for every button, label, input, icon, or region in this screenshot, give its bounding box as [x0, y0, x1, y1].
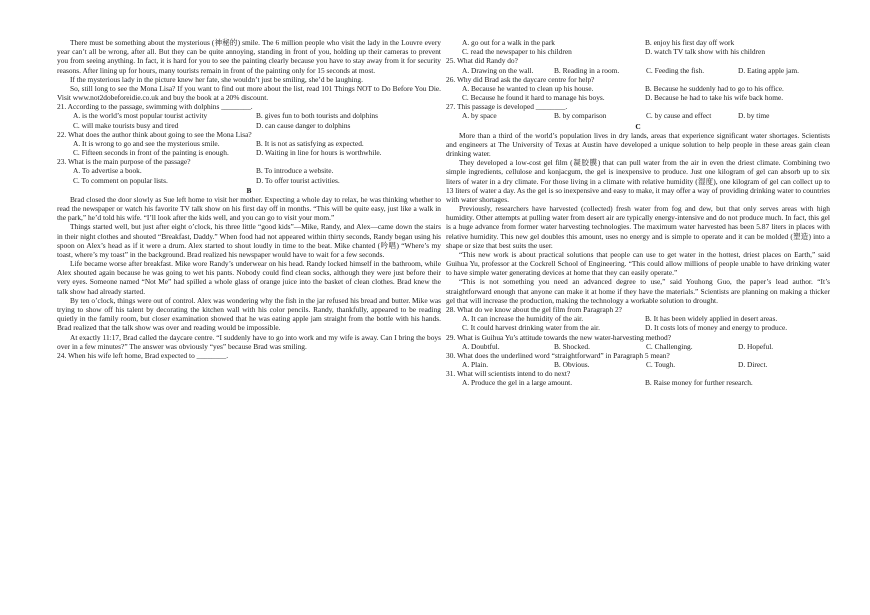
option-25a[interactable]: A. Drawing on the wall. — [462, 65, 534, 75]
question-27: 27. This passage is developed ________. — [446, 102, 568, 112]
option-28b[interactable]: B. It has been widely applied in desert areas. — [645, 314, 778, 324]
option-25d[interactable]: D. Eating apple jam. — [738, 65, 799, 75]
passage-a-p1: There must be something about the mysterious (神秘的) smile. The 6 million people who visit the lady in the Louvre every year can’t all be wrong, after all. But they can be quite annoying, standing in front of you, holding up their cameras to prevent you from seeing anything. In fact, it is hard for you to see the painting clearly because you have to stay away from it for security reasons. After lining up for hours, many tourists remain in front of the painting only for 15 seconds at most. — [57, 38, 441, 75]
question-28: 28. What do we know about the gel film from Paragraph 2? — [446, 304, 622, 314]
question-24: 24. When his wife left home, Brad expected to ________. — [57, 350, 229, 360]
option-28c[interactable]: C. It could harvest drinking water from the air. — [462, 323, 600, 333]
option-31a[interactable]: A. Produce the gel in a large amount. — [462, 378, 573, 388]
passage-c-p1: More than a third of the world’s population lives in dry lands, areas that experience significant water shortages. Scientists and engineers at The University of Texas at Austin have developed a unique solution to help people in these areas gain clean drinking water. — [446, 130, 830, 159]
option-21c[interactable]: C. will make tourists busy and tired — [73, 120, 179, 130]
option-22b[interactable]: B. It is not as satisfying as expected. — [256, 138, 364, 148]
option-27b[interactable]: B. by comparison — [554, 111, 607, 121]
passage-a-p2: If the mysterious lady in the picture knew her fate, she wouldn’t just be smiling, she’d be laughing. — [70, 74, 363, 84]
option-22a[interactable]: A. It is wrong to go and see the mysterious smile. — [73, 138, 220, 148]
option-27c[interactable]: C. by cause and effect — [646, 111, 712, 121]
question-26: 26. Why did Brad ask the daycare centre for help? — [446, 74, 595, 84]
question-24-options — [446, 38, 830, 56]
question-23-options — [57, 166, 441, 184]
option-23c[interactable]: C. To comment on popular lists. — [73, 175, 168, 185]
option-30a[interactable]: A. Plain. — [462, 360, 489, 370]
option-21d[interactable]: D. can cause danger to dolphins — [256, 120, 351, 130]
option-27d[interactable]: D. by time — [738, 111, 770, 121]
passage-c-p2: They developed a low-cost gel film (凝胶膜) that can pull water from the air in even the driest climate. Combining two simple ingredients, cellulose and konjacgum, the gel is inexpensive to produce. Just one kilogram of gel can absorb up to six liters of water in a dry climate. For those living in a climate with relative humidity (湿度), one kilogram of gel can collect up to 13 liters of water a day. As the gel is so inexpensive and easy to make, it may offer a way of providing drinking water to countries with water shortages. — [446, 158, 831, 204]
option-21a[interactable]: A. is the world’s most popular tourist activity — [73, 111, 208, 121]
option-23a[interactable]: A. To advertise a book. — [73, 166, 142, 176]
passage-c-p4: “This new work is about practical solutions that people can use to get water in the hottest, driest places on Earth,” said Guihua Yu, professor at the Cockrell School of Engineering. “This could allow millions of people unable to have drinking water to have simple water generating devices at home that they can easily operate.” — [446, 249, 830, 278]
question-30: 30. What does the underlined word “straightforward” in Paragraph 5 mean? — [446, 350, 670, 360]
question-27-options — [446, 111, 830, 120]
option-22c[interactable]: C. Fifteen seconds in front of the painting is enough. — [73, 148, 229, 158]
option-29a[interactable]: A. Doubtful. — [462, 341, 500, 351]
option-25c[interactable]: C. Feeding the fish. — [646, 65, 705, 75]
option-25b[interactable]: B. Reading in a room. — [554, 65, 620, 75]
passage-b-p1: Brad closed the door slowly as Sue left home to visit her mother. Expecting a whole day to relax, he was thinking whether to read the newspaper or watch his favorite TV talk show on his first day off in months. “This will be quite easy, just like a walk in the park,” he’d told his wife. “I’ll look after the kids well, and you can go to visit your mom.” — [57, 194, 441, 223]
passage-b-p2: Things started well, but just after eight o’clock, his three little “good kids”—Mike, Randy, and Alex—came down the stairs in their night clothes and shouted “Breakfast, Daddy.” When food had not appeared within thirty seconds, Randy began using his spoon on Alex’s head as if it were a drum. Alex started to shout loudly in time to the beat. Mike chanted (吟唱) “Where’s my toast, where’s my toast” in the background. Brad realized his newspaper would have to wait for a few seconds. — [57, 222, 441, 259]
option-30b[interactable]: B. Obvious. — [554, 360, 590, 370]
option-26a[interactable]: A. Because he wanted to clean up his house. — [462, 83, 594, 93]
question-29-options — [446, 342, 830, 351]
section-b-title: B — [246, 185, 252, 195]
option-29c[interactable]: C. Challenging. — [646, 341, 693, 351]
option-24b[interactable]: B. enjoy his first day off work — [645, 38, 735, 47]
section-c-title: C — [635, 121, 641, 131]
option-28d[interactable]: D. It costs lots of money and energy to produce. — [645, 323, 788, 333]
question-29: 29. What is Guihua Yu’s attitude towards the new water-harvesting method? — [446, 332, 672, 342]
question-26-options — [446, 84, 830, 102]
question-31-options — [446, 378, 830, 387]
option-30c[interactable]: C. Tough. — [646, 360, 676, 370]
option-31b[interactable]: B. Raise money for further research. — [645, 378, 753, 388]
option-30d[interactable]: D. Direct. — [738, 360, 768, 370]
question-25: 25. What did Randy do? — [446, 56, 518, 66]
option-23d[interactable]: D. To offer tourist activities. — [256, 175, 340, 185]
option-29b[interactable]: B. Shocked. — [554, 341, 590, 351]
question-30-options — [446, 360, 830, 369]
question-22: 22. What does the author think about going to see the Mona Lisa? — [57, 129, 252, 139]
option-22d[interactable]: D. Waiting in line for hours is worthwhile. — [256, 148, 382, 158]
option-28a[interactable]: A. It can increase the humidity of the air. — [462, 314, 584, 324]
option-29d[interactable]: D. Hopeful. — [738, 341, 774, 351]
question-25-options — [446, 66, 830, 75]
left-column — [57, 38, 441, 360]
option-24d[interactable]: D. watch TV talk show with his children — [645, 47, 766, 57]
option-26d[interactable]: D. Because he had to take his wife back home. — [645, 93, 784, 103]
passage-a-p3: So, still long to see the Mona Lisa? If you want to find out more about the list, read 101 Things NOT to Do Before You Die. Visit www.not2dobeforeidie.co.uk and buy the book at a 20% discount. — [57, 83, 441, 103]
question-31: 31. What will scientists intend to do next? — [446, 369, 571, 379]
passage-c-p5: “This is not something you need an advanced degree to use,” said Youhong Guo, the paper’s lead author. “It’s straightforward enough that anyone can make it at home if they have the materials.” Scientists are planning on making a thicker gel that will increase the production, making the technology a workable solution to drought. — [446, 277, 830, 305]
option-26c[interactable]: C. Because he found it hard to manage his boys. — [462, 93, 605, 103]
option-24a[interactable]: A. go out for a walk in the park — [462, 38, 555, 47]
question-21: 21. According to the passage, swimming with dolphins ________. — [57, 102, 253, 112]
option-26b[interactable]: B. Because he suddenly had to go to his office. — [645, 83, 784, 93]
option-27a[interactable]: A. by space — [462, 111, 497, 121]
question-22-options — [57, 139, 441, 157]
question-21-options — [57, 111, 441, 129]
option-24c[interactable]: C. read the newspaper to his children — [462, 47, 572, 57]
passage-c-p3: Previously, researchers have harvested (collected) fresh water from fog and dew, but that only serves areas with high humidity. Other attempts at pulling water from desert air are typically energy-intensive and do not produce much. In fact, this gel is a huge advance from former water harvesting technologies. The maximum water harvested has been 5.87 liters in places with relative humidity. This new gel doubles this amount, uses no energy and is simple to operate and it can be molded (塑造) into a shape or size that best suits the user. — [446, 204, 830, 250]
question-23: 23. What is the main purpose of the passage? — [57, 157, 191, 167]
option-23b[interactable]: B. To introduce a website. — [256, 166, 334, 176]
question-28-options — [446, 314, 830, 332]
passage-b-p3: Life became worse after breakfast. Mike wore Randy’s underwear on his head. Randy locked himself in the bathroom, while Alex shouted again because he was going to wet his pants. Nobody could find clean socks, although they were just before their very eyes. Someone named “Not Me” had spilled a whole glass of orange juice into the basket of clean clothes. Brad knew the talk show had already started. — [57, 259, 441, 296]
right-column — [446, 38, 830, 388]
passage-b-p5: At exactly 11:17, Brad called the daycare centre. “I suddenly have to go into work and my wife is away. Can I bring the boys over in a few minutes?” The answer was obviously “yes” because Brad was smiling. — [57, 332, 441, 351]
passage-b-p4: By ten o’clock, things were out of control. Alex was wondering why the fish in the jar refused his bread and butter. Mike was trying to show off his talent by decorating the kitchen wall with his color pencils. Randy, thankfully, appeared to be reading quietly in the family room, but closer examination showed that he was eating apple jam straight from the bottle with his hands. Brad realized that the talk show was over and reading would be impossible. — [57, 295, 441, 333]
option-21b[interactable]: B. gives fun to both tourists and dolphins — [256, 111, 378, 121]
